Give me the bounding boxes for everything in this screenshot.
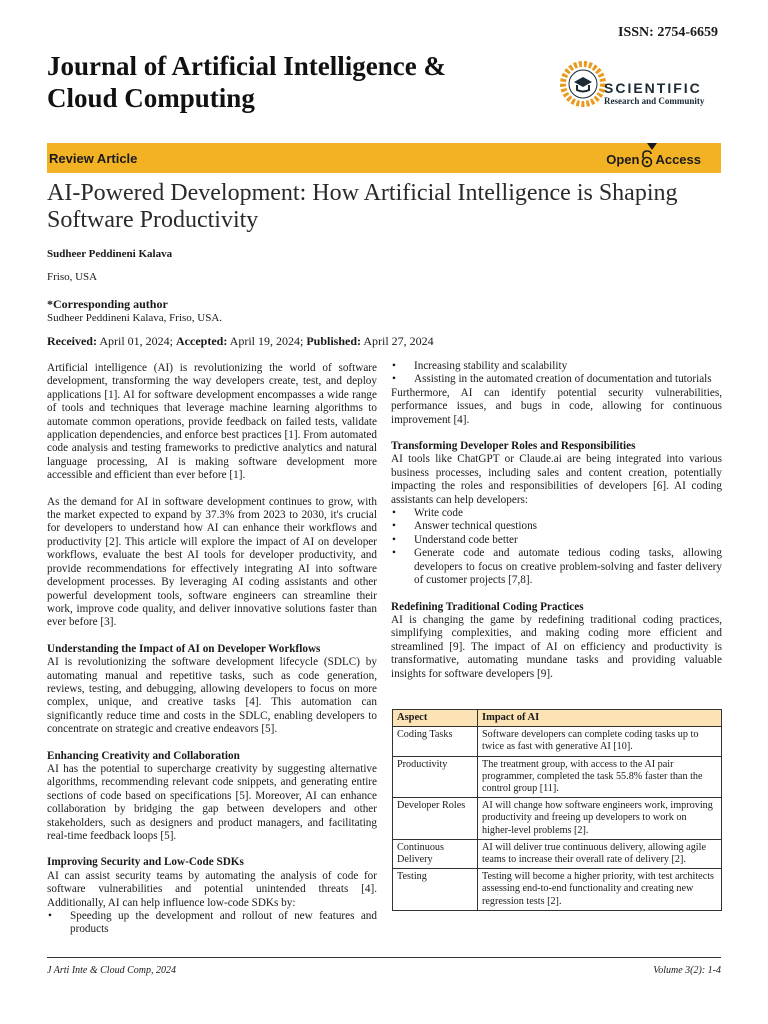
table-cell-impact: Testing will become a higher priority, with test architects assessing end-to-end functionality and creating new regression tests [2]. [478,869,722,911]
banner-notch [647,143,657,150]
table-cell-aspect: Coding Tasks [393,727,478,756]
table-header-impact: Impact of AI [478,710,722,727]
intro-paragraph-1: Artificial intelligence (AI) is revolutionizing the world of software development, transforming the way developers create, test, and deploy applications [1]. AI for software development encompasses a wide range of tools and techniques that leverage machine learning algorithms to automate common operations, provide feedback on failed tests, validate application dependencies, and enforce best practices [1]. From automated code analysis and testing frameworks to predictive analytics and natural language processing, AI is making software development more accessible and efficient than ever before [1]. [47,362,377,482]
corresponding-author-text: Sudheer Peddineni Kalava, Friso, USA. [47,312,223,324]
workflows-paragraph: AI is revolutionizing the software development lifecycle (SDLC) by automating manual and repetitive tasks, such as code generation, reviews, testing, and debugging, allowing developers to focus on more complex, unique, and creative tasks [4]. This automation can significantly reduce time and costs in the SDLC, enabling developers to concentrate on strategic and creative endeavors [5]. [47,656,377,736]
list-item: • Increasing stability and scalability [391,360,722,373]
footer-volume: Volume 3(2): 1-4 [653,965,721,976]
issn: ISSN: 2754-6659 [618,25,718,40]
table-row [393,869,722,911]
security-continuation-paragraph: Furthermore, AI can identify potential security vulnerabilities, performance issues, and bugs in code, allowing for continuous improvement [4]. [391,386,722,426]
roles-paragraph: AI tools like ChatGPT or Claude.ai are being integrated into various business processes, including sales and content creation, potentially impacting the roles and responsibilities of developers [6]. AI coding assistants can help developers: [391,453,722,506]
low-code-bullet-list [47,910,377,937]
article-banner [47,143,721,173]
intro-paragraph-2: As the demand for AI in software development continues to grow, with the market expected to expand by 37.3% from 2023 to 2030, it's crucial for developers to understand how AI can enhance their workflows and productivity [2]. This article will explore the impact of AI on developer workflows, evaluate the best AI tools for developer productivity, and provide recommendations for effectively integrating AI into software development processes. By leveraging AI coding assistants and other powerful development tools, software engineers can streamline their work, improve code quality, and deliver innovative solutions faster than ever before [3]. [47,495,377,629]
table-header-aspect: Aspect [393,710,478,727]
security-paragraph: AI can assist security teams by automating the analysis of code for software vulnerabilities and potential unintended threats [4]. Additionally, AI can help influence low-code SDKs by: [47,869,377,909]
left-column [47,362,377,937]
table-row [393,727,722,756]
table-cell-impact: The treatment group, with access to the AI pair programmer, completed the task 55.8% faster than the control group [11]. [478,756,722,798]
table-row [393,798,722,840]
open-label: Open [606,151,640,167]
article-title: AI-Powered Development: How Artificial Intelligence is Shaping Software Productivity [47,180,678,233]
table-header-row [393,710,722,727]
table-row [393,839,722,868]
open-lock-icon [640,150,654,168]
assistant-bullet-list [391,507,722,587]
publisher-logo [558,58,728,112]
list-item: • Write code [391,507,722,520]
journal-title [47,50,517,114]
footer-citation: J Arti Inte & Cloud Comp, 2024 [47,965,176,976]
list-item: • Generate code and automate tedious coding tasks, allowing developers to focus on creative problem-solving and faster delivery of customer projects [7,8]. [391,547,722,587]
creativity-paragraph: AI has the potential to supercharge creativity by suggesting alternative algorithms, recommending relevant code snippets, and generating entire sections of code based on specifications [5]. Moreover, AI can enhance collaboration by bridging the gap between developers and other stakeholders, such as designers and product managers, and facilitating real-time feedback loops [5]. [47,762,377,842]
logo-name: SCIENTIFIC [604,80,702,96]
table-cell-impact: Software developers can complete coding tasks up to twice as fast with generative AI [10]. [478,727,722,756]
accepted-date: April 19, 2024; [227,334,307,348]
author-affiliation: Friso, USA [47,271,98,283]
accepted-label: Accepted: [176,334,228,348]
table-cell-impact: AI will change how software engineers work, improving productivity and freeing up developers to work on higher-level problems [2]. [478,798,722,840]
journal-title-line1: Journal of Artificial Intelligence & [47,51,446,81]
right-column [391,360,722,694]
footer-divider [47,957,721,958]
section-heading-security: Improving Security and Low-Code SDKs [47,856,244,869]
logo-subtitle: Research and Community [604,96,705,106]
access-label: Access [655,151,701,167]
published-label: Published: [306,334,362,348]
list-item: • Speeding up the development and rollout of new features and products [47,910,377,937]
scientific-emblem-icon [558,58,608,108]
table-cell-impact: AI will deliver true continuous delivery, allowing agile teams to increase their overall rate of delivery [2]. [478,839,722,868]
open-access-badge [606,150,701,168]
table-cell-aspect: Testing [393,869,478,911]
section-heading-practices: Redefining Traditional Coding Practices [391,600,584,613]
journal-title-line2: Cloud Computing [47,83,255,113]
received-date: April 01, 2024; [96,334,176,348]
stability-bullet-list [391,360,722,387]
section-heading-workflows: Understanding the Impact of AI on Developer Workflows [47,642,321,655]
table-cell-aspect: Continuous Delivery [393,839,478,868]
table-cell-aspect: Developer Roles [393,798,478,840]
article-type: Review Article [49,151,138,166]
corresponding-author-label: *Corresponding author [47,297,168,311]
section-heading-creativity: Enhancing Creativity and Collaboration [47,749,240,762]
author-name: Sudheer Peddineni Kalava [47,248,173,260]
list-item: • Assisting in the automated creation of documentation and tutorials [391,373,722,386]
received-label: Received: [47,334,97,348]
list-item: • Understand code better [391,534,722,547]
list-item: • Answer technical questions [391,520,722,533]
published-date: April 27, 2024 [361,334,434,348]
practices-paragraph: AI is changing the game by redefining traditional coding practices, simplifying complexities, and making coding more efficient and streamlined [9]. The impact of AI on efficiency and productivity is transformative, automating mundane tasks and providing valuable insights for software developers [9]. [391,613,722,680]
table-row [393,756,722,798]
article-dates [47,334,434,349]
ai-impact-table [392,709,722,911]
section-heading-roles: Transforming Developer Roles and Responsibilities [391,440,636,453]
table-cell-aspect: Productivity [393,756,478,798]
